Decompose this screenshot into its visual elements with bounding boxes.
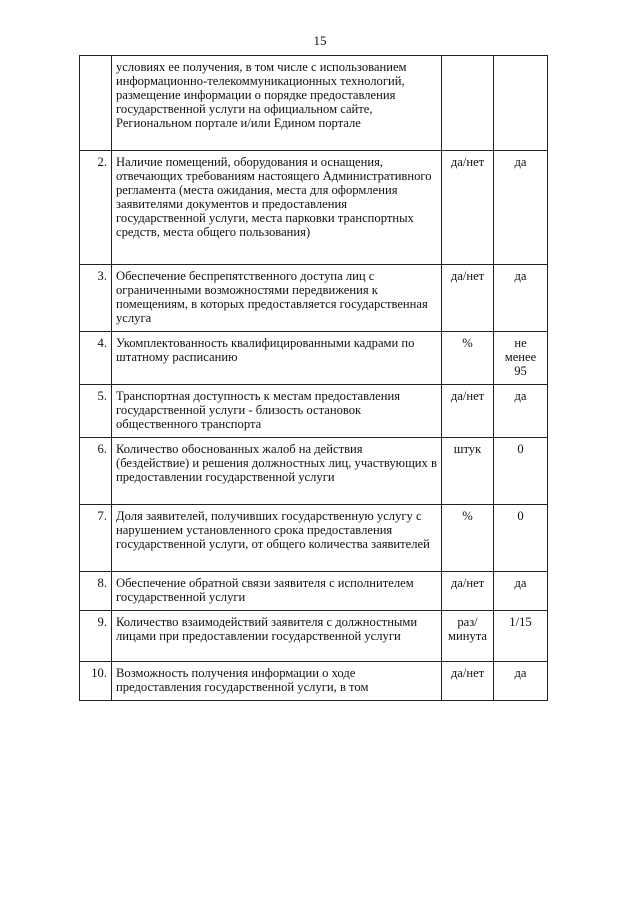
row-unit: % <box>442 332 494 385</box>
row-description: условиях ее получения, в том числе с использованием информационно-телекоммуникационных технологий, размещение информации о порядке предоставления государственной услуги на официальном сайте, Региональном портале и/или Едином портале <box>112 56 442 151</box>
row-number: 7. <box>80 505 112 572</box>
row-description: Доля заявителей, получивших государственную услугу с нарушением установленного срока предоставления государственной услуги, от общего количества заявителей <box>112 505 442 572</box>
row-number: 8. <box>80 572 112 611</box>
row-description: Возможность получения информации о ходе предоставления государственной услуги, в том <box>112 662 442 701</box>
row-description: Обеспечение обратной связи заявителя с исполнителем государственной услуги <box>112 572 442 611</box>
row-description: Транспортная доступность к местам предоставления государственной услуги - близость остановок общественного транспорта <box>112 385 442 438</box>
row-value: 0 <box>494 438 548 505</box>
row-description: Наличие помещений, оборудования и оснащения, отвечающих требованиям настоящего Административного регламента (места ожидания, места для оформления заявителями документов и предоставления государственной услуги, места парковки транспортных средств, места общего пользования) <box>112 151 442 265</box>
row-description: Обеспечение беспрепятственного доступа лиц с ограниченными возможностями передвижения к помещениям, в которых предоставляется государственная услуга <box>112 265 442 332</box>
table-row <box>80 662 548 701</box>
row-description: Количество взаимодействий заявителя с должностными лицами при предоставлении государственной услуги <box>112 611 442 662</box>
row-number: 6. <box>80 438 112 505</box>
row-description: Количество обоснованных жалоб на действия (бездействие) и решения должностных лиц, участвующих в предоставлении государственной услуги <box>112 438 442 505</box>
row-value: да <box>494 662 548 701</box>
row-value: да <box>494 572 548 611</box>
row-unit: раз/минута <box>442 611 494 662</box>
row-value: да <box>494 265 548 332</box>
page-number: 15 <box>313 33 327 48</box>
table-row <box>80 56 548 151</box>
table-row <box>80 151 548 265</box>
row-description: Укомплектованность квалифицированными кадрами по штатному расписанию <box>112 332 442 385</box>
row-value: да <box>494 151 548 265</box>
row-unit: да/нет <box>442 151 494 265</box>
row-number: 2. <box>80 151 112 265</box>
row-unit: да/нет <box>442 265 494 332</box>
row-unit: да/нет <box>442 662 494 701</box>
row-value <box>494 56 548 151</box>
row-value: не менее 95 <box>494 332 548 385</box>
row-value: 0 <box>494 505 548 572</box>
table-row <box>80 385 548 438</box>
table-row <box>80 438 548 505</box>
row-value: 1/15 <box>494 611 548 662</box>
row-unit <box>442 56 494 151</box>
table-row <box>80 505 548 572</box>
row-number <box>80 56 112 151</box>
row-unit: % <box>442 505 494 572</box>
row-value: да <box>494 385 548 438</box>
row-number: 3. <box>80 265 112 332</box>
quality-indicators-table <box>79 55 548 701</box>
table-row <box>80 332 548 385</box>
table-row <box>80 265 548 332</box>
row-number: 9. <box>80 611 112 662</box>
row-unit: да/нет <box>442 572 494 611</box>
table-row <box>80 611 548 662</box>
row-unit: штук <box>442 438 494 505</box>
table-row <box>80 572 548 611</box>
row-number: 10. <box>80 662 112 701</box>
row-number: 4. <box>80 332 112 385</box>
row-unit: да/нет <box>442 385 494 438</box>
row-number: 5. <box>80 385 112 438</box>
